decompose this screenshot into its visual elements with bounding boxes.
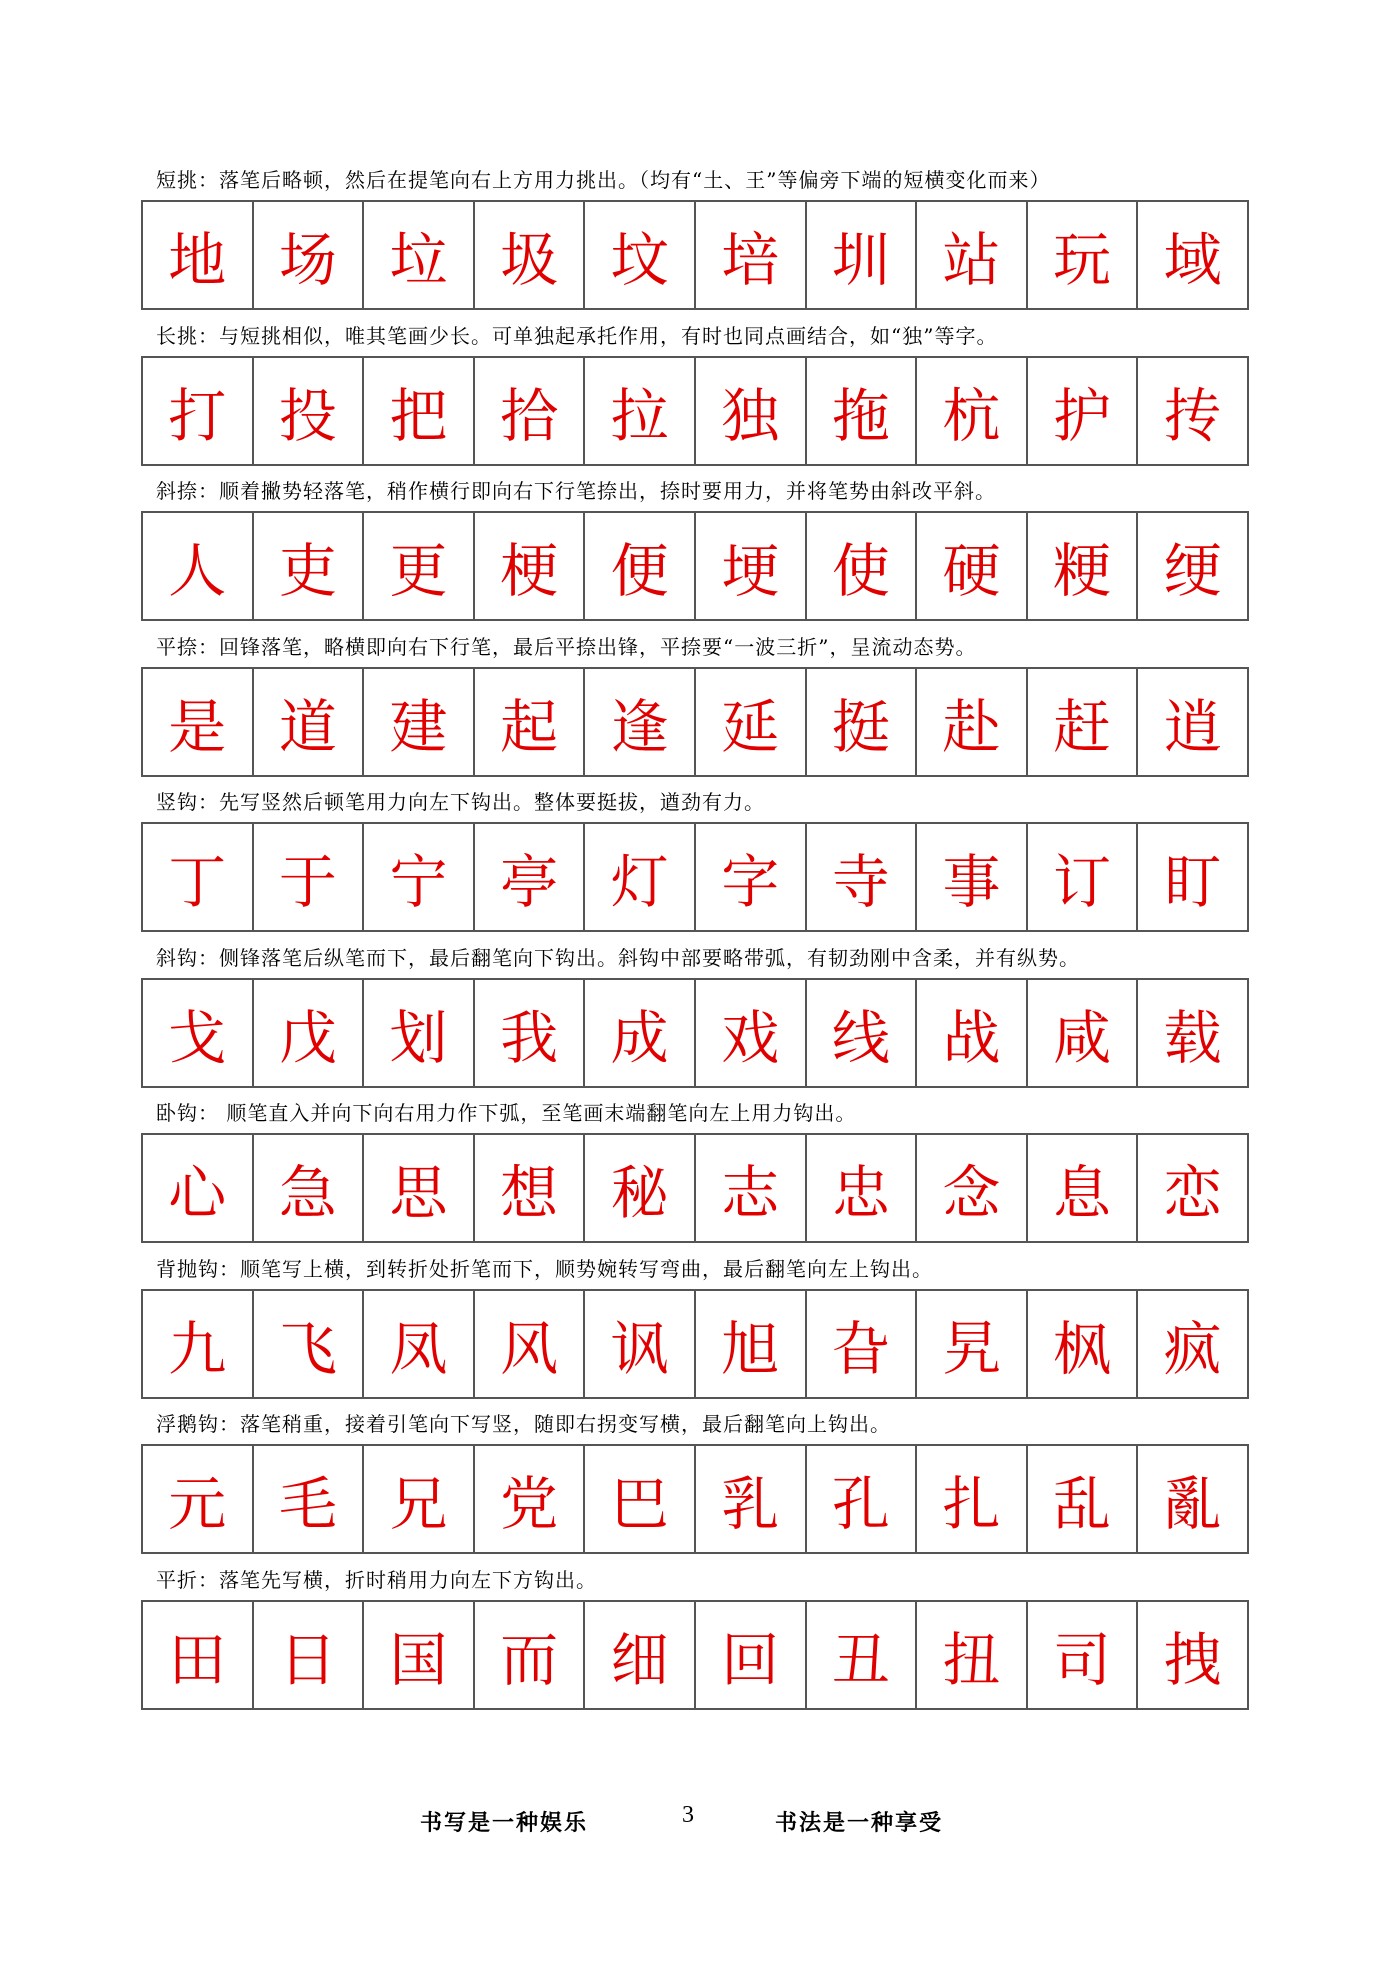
example-character: 赶: [1028, 669, 1139, 775]
footer-right-slogan: 书法是一种享受: [775, 1810, 944, 1836]
example-character: 宁: [364, 824, 475, 930]
example-character: 是: [143, 669, 254, 775]
example-character: 扎: [917, 1446, 1028, 1552]
stroke-description: 平捺：回锋落笔，略横即向右下行笔，最后平捺出锋，平捺要“一波三折”，呈流动态势。: [156, 634, 977, 659]
example-character: 使: [807, 513, 918, 619]
example-character: 人: [143, 513, 254, 619]
stroke-description: 浮鹅钩：落笔稍重，接着引笔向下写竖，随即右拐变写横，最后翻笔向上钩出。: [156, 1412, 891, 1436]
example-character: 打: [143, 358, 254, 464]
stroke-description: 竖钩：先写竖然后顿笔用力向左下钩出。整体要挺拔，遒劲有力。: [156, 790, 765, 814]
example-character: 订: [1028, 824, 1139, 930]
example-character: 起: [475, 669, 586, 775]
example-character: 延: [696, 669, 807, 775]
example-character: 咸: [1028, 980, 1139, 1086]
example-character: 丑: [807, 1602, 918, 1708]
example-character: 拉: [585, 358, 696, 464]
example-character: 心: [143, 1135, 254, 1241]
example-character: 乳: [696, 1446, 807, 1552]
example-character: 垃: [364, 202, 475, 308]
example-character: 疯: [1163, 1314, 1222, 1383]
example-character: 粳: [1028, 513, 1139, 619]
example-character: 培: [696, 202, 807, 308]
example-character: 戏: [696, 980, 807, 1086]
example-character: 事: [917, 824, 1028, 930]
example-character: 圳: [807, 202, 918, 308]
example-character: 护: [1028, 358, 1139, 464]
example-character: 息: [1028, 1135, 1139, 1241]
example-character: 旮: [807, 1291, 918, 1397]
example-character: 回: [696, 1602, 807, 1708]
example-character: 戊: [254, 980, 365, 1086]
example-character: 亂: [1163, 1470, 1222, 1538]
example-character: 建: [364, 669, 475, 775]
example-character: 急: [254, 1135, 365, 1241]
example-character: 挺: [807, 669, 918, 775]
example-character: 域: [1163, 226, 1222, 294]
example-character: 寺: [807, 824, 918, 930]
example-character: 田: [143, 1602, 254, 1708]
example-character: 凤: [364, 1291, 475, 1397]
practice-grid: [141, 978, 1249, 1088]
example-character: 更: [364, 513, 475, 619]
footer-left-slogan: 书写是一种娱乐: [420, 1810, 589, 1836]
example-character: 梗: [475, 513, 586, 619]
example-character: 乱: [1028, 1446, 1139, 1552]
example-character: 线: [807, 980, 918, 1086]
practice-grid: [141, 822, 1249, 932]
example-character: 拾: [475, 358, 586, 464]
stroke-description: 短挑：落笔后略顿，然后在提笔向右上方用力挑出。（均有“土、王”等偏旁下端的短横变化而来）: [156, 168, 1051, 192]
example-character: 秘: [585, 1135, 696, 1241]
example-character: 戈: [143, 980, 254, 1086]
stroke-description: 背抛钩：顺笔写上横，到转折处折笔而下，顺势婉转写弯曲，最后翻笔向左上钩出。: [156, 1256, 933, 1281]
stroke-description: 长挑：与短挑相似，唯其笔画少长。可单独起承托作用，有时也同点画结合，如“独”等字。: [156, 323, 998, 348]
page-footer: [0, 1800, 1386, 1840]
example-character: 风: [475, 1291, 586, 1397]
practice-grid: [141, 1444, 1249, 1554]
example-character: 恋: [1163, 1159, 1222, 1227]
example-character: 载: [1163, 1003, 1222, 1072]
example-character: 灯: [585, 824, 696, 930]
example-character: 玩: [1028, 202, 1139, 308]
example-character: 而: [475, 1602, 586, 1708]
example-character: 地: [143, 202, 254, 308]
example-character: 投: [254, 358, 365, 464]
practice-grid: [141, 1289, 1249, 1399]
example-character: 丁: [143, 824, 254, 930]
example-character: 抟: [1163, 381, 1222, 450]
example-character: 赴: [917, 669, 1028, 775]
example-character: 绠: [1163, 537, 1222, 605]
practice-grid: [141, 200, 1249, 310]
example-character: 枫: [1028, 1291, 1139, 1397]
example-character: 元: [143, 1446, 254, 1552]
example-character: 拖: [807, 358, 918, 464]
example-character: 念: [917, 1135, 1028, 1241]
example-character: 亭: [475, 824, 586, 930]
practice-grid: [141, 511, 1249, 621]
stroke-description: 斜钩：侧锋落笔后纵笔而下，最后翻笔向下钩出。斜钩中部要略带弧，有韧劲刚中含柔，并有纵势。: [156, 945, 1080, 970]
example-character: 旯: [917, 1291, 1028, 1397]
example-character: 道: [254, 669, 365, 775]
example-character: 于: [254, 824, 365, 930]
example-character: 思: [364, 1135, 475, 1241]
practice-grid: [141, 1600, 1249, 1710]
example-character: 志: [696, 1135, 807, 1241]
example-character: 扭: [917, 1602, 1028, 1708]
example-character: 司: [1028, 1602, 1139, 1708]
example-character: 我: [475, 980, 586, 1086]
example-character: 国: [364, 1602, 475, 1708]
example-character: 埂: [696, 513, 807, 619]
example-character: 硬: [917, 513, 1028, 619]
example-character: 逍: [1163, 692, 1222, 761]
example-character: 独: [696, 358, 807, 464]
example-character: 巴: [585, 1446, 696, 1552]
example-character: 拽: [1163, 1625, 1222, 1694]
page-number: 3: [682, 1802, 694, 1828]
example-character: 细: [585, 1602, 696, 1708]
example-character: 吏: [254, 513, 365, 619]
example-character: 日: [254, 1602, 365, 1708]
example-character: 场: [254, 202, 365, 308]
example-character: 忠: [807, 1135, 918, 1241]
stroke-description: 斜捺：顺着撇势轻落笔，稍作横行即向右下行笔捺出，捺时要用力，并将笔势由斜改平斜。: [156, 479, 996, 503]
example-character: 旭: [696, 1291, 807, 1397]
practice-grid: [141, 356, 1249, 466]
example-character: 成: [585, 980, 696, 1086]
example-character: 坟: [585, 202, 696, 308]
example-character: 想: [475, 1135, 586, 1241]
stroke-description: 卧钩： 顺笔直入并向下向右用力作下弧，至笔画末端翻笔向左上用力钩出。: [156, 1101, 857, 1125]
example-character: 九: [143, 1291, 254, 1397]
example-character: 字: [696, 824, 807, 930]
example-character: 便: [585, 513, 696, 619]
example-character: 飞: [254, 1291, 365, 1397]
example-character: 把: [364, 358, 475, 464]
practice-grid: [141, 1133, 1249, 1243]
example-character: 讽: [585, 1291, 696, 1397]
practice-grid: [141, 667, 1249, 777]
example-character: 圾: [475, 202, 586, 308]
example-character: 划: [364, 980, 475, 1086]
example-character: 孔: [807, 1446, 918, 1552]
example-character: 兄: [364, 1446, 475, 1552]
example-character: 站: [917, 202, 1028, 308]
example-character: 杭: [917, 358, 1028, 464]
example-character: 毛: [254, 1446, 365, 1552]
example-character: 党: [475, 1446, 586, 1552]
example-character: 盯: [1163, 848, 1222, 916]
example-character: 逢: [585, 669, 696, 775]
example-character: 战: [917, 980, 1028, 1086]
stroke-description: 平折：落笔先写横，折时稍用力向左下方钩出。: [156, 1567, 597, 1592]
